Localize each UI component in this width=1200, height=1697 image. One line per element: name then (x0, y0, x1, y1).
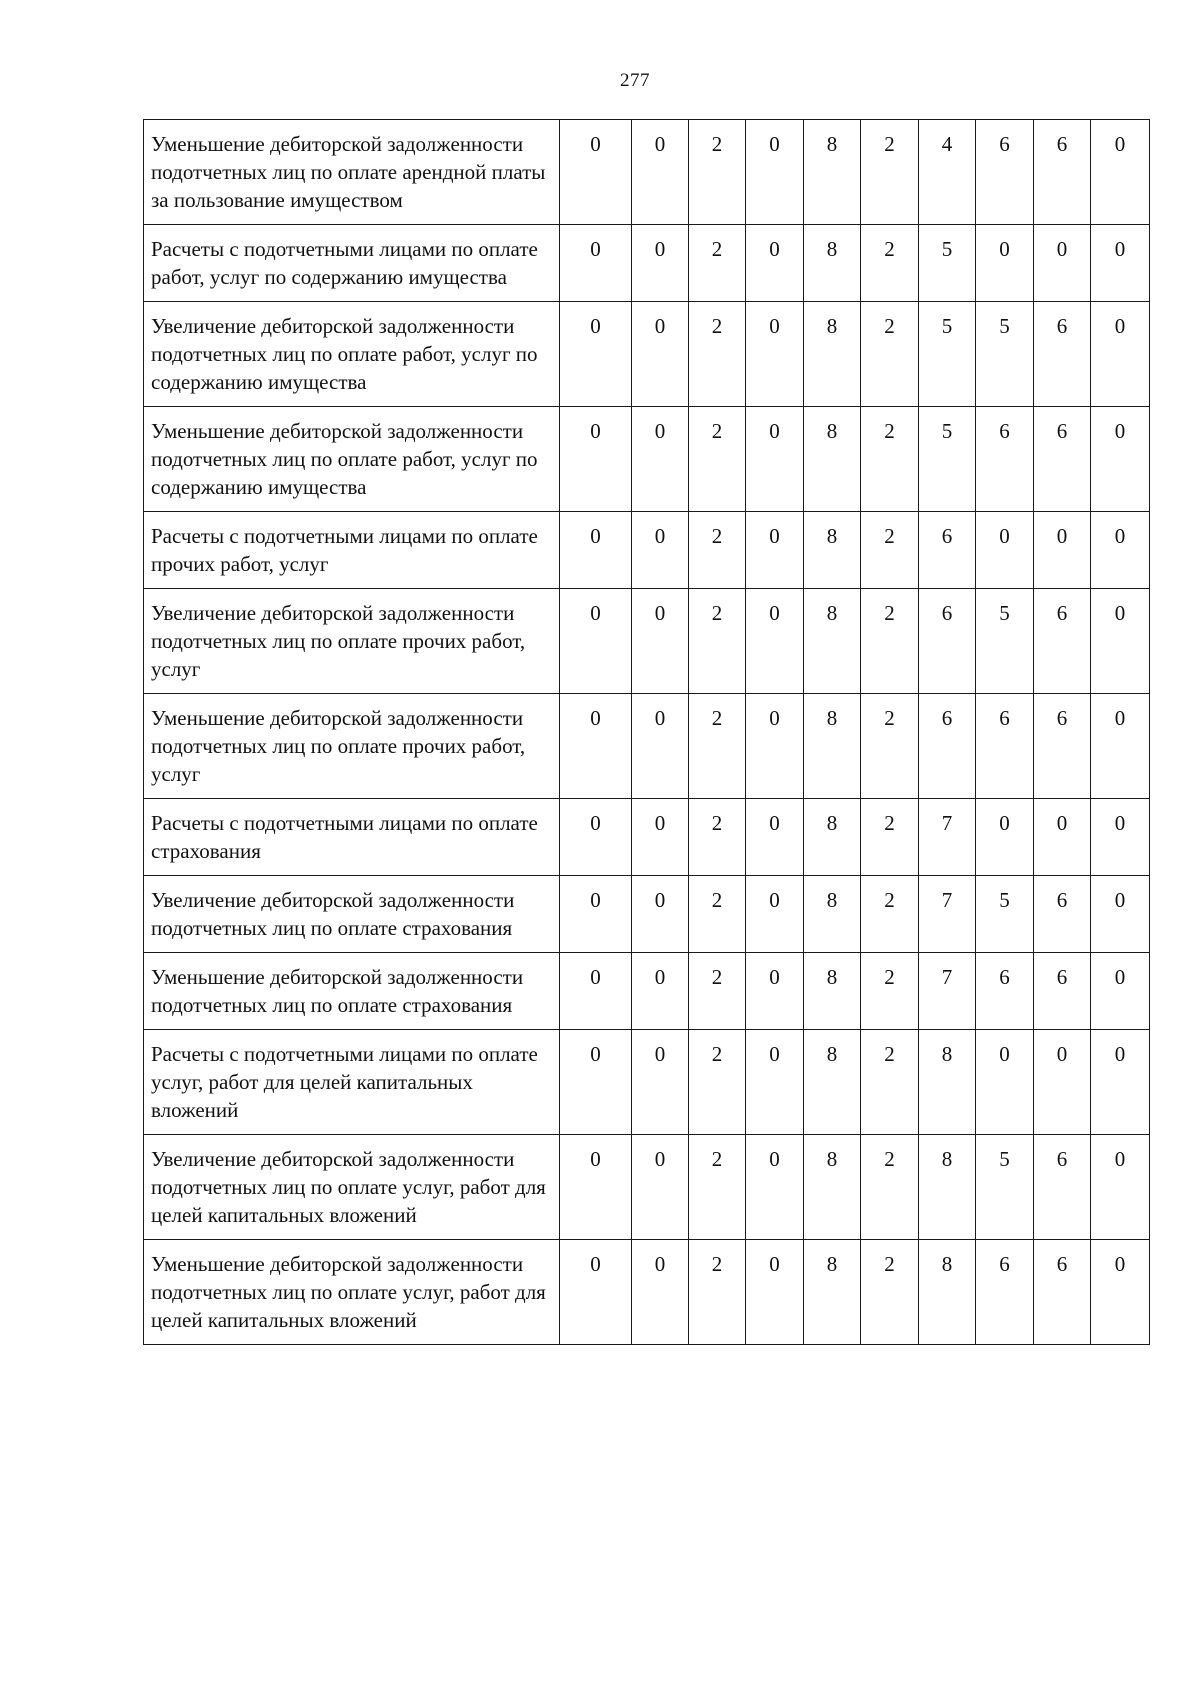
code-digit-6: 2 (861, 1135, 919, 1240)
code-digit-8: 0 (976, 1030, 1034, 1135)
code-digit-9: 6 (1034, 953, 1091, 1030)
code-digit-5: 8 (804, 1240, 861, 1345)
code-digit-4: 0 (746, 407, 804, 512)
code-digit-8: 5 (976, 876, 1034, 953)
code-digit-1: 0 (560, 120, 632, 225)
code-digit-3: 2 (689, 694, 746, 799)
table-row (144, 953, 1150, 1030)
code-digit-5: 8 (804, 953, 861, 1030)
code-digit-1: 0 (560, 694, 632, 799)
code-digit-2: 0 (632, 1135, 689, 1240)
code-digit-3: 2 (689, 799, 746, 876)
row-description: Расчеты с подотчетными лицами по оплате услуг, работ для целей капитальных вложений (144, 1030, 560, 1135)
code-digit-8: 5 (976, 1135, 1034, 1240)
code-digit-5: 8 (804, 512, 861, 589)
code-digit-9: 0 (1034, 799, 1091, 876)
code-digit-3: 2 (689, 512, 746, 589)
table-row (144, 799, 1150, 876)
row-description: Расчеты с подотчетными лицами по оплате работ, услуг по содержанию имущества (144, 225, 560, 302)
code-digit-5: 8 (804, 1135, 861, 1240)
code-digit-7: 7 (919, 953, 976, 1030)
code-digit-9: 6 (1034, 120, 1091, 225)
row-description: Уменьшение дебиторской задолженности подотчетных лиц по оплате работ, услуг по содержанию имущества (144, 407, 560, 512)
code-digit-3: 2 (689, 876, 746, 953)
code-digit-2: 0 (632, 225, 689, 302)
code-digit-8: 5 (976, 589, 1034, 694)
code-digit-5: 8 (804, 225, 861, 302)
code-digit-3: 2 (689, 1030, 746, 1135)
code-digit-8: 0 (976, 512, 1034, 589)
table-row (144, 512, 1150, 589)
code-digit-9: 6 (1034, 876, 1091, 953)
code-digit-3: 2 (689, 407, 746, 512)
code-digit-1: 0 (560, 1030, 632, 1135)
code-digit-9: 6 (1034, 589, 1091, 694)
code-digit-8: 0 (976, 799, 1034, 876)
code-digit-1: 0 (560, 225, 632, 302)
code-digit-10: 0 (1091, 120, 1150, 225)
code-digit-10: 0 (1091, 225, 1150, 302)
code-digit-2: 0 (632, 694, 689, 799)
code-digit-5: 8 (804, 694, 861, 799)
code-digit-3: 2 (689, 1135, 746, 1240)
table-row (144, 694, 1150, 799)
code-digit-10: 0 (1091, 953, 1150, 1030)
code-digit-9: 6 (1034, 1135, 1091, 1240)
code-digit-6: 2 (861, 225, 919, 302)
code-digit-6: 2 (861, 589, 919, 694)
code-digit-1: 0 (560, 1135, 632, 1240)
code-digit-5: 8 (804, 589, 861, 694)
code-digit-9: 0 (1034, 225, 1091, 302)
code-digit-7: 4 (919, 120, 976, 225)
code-digit-7: 6 (919, 694, 976, 799)
code-digit-6: 2 (861, 876, 919, 953)
code-digit-7: 8 (919, 1135, 976, 1240)
row-description: Уменьшение дебиторской задолженности подотчетных лиц по оплате страхования (144, 953, 560, 1030)
code-digit-10: 0 (1091, 512, 1150, 589)
code-digit-1: 0 (560, 512, 632, 589)
code-digit-6: 2 (861, 1240, 919, 1345)
code-digit-8: 6 (976, 120, 1034, 225)
code-digit-1: 0 (560, 302, 632, 407)
code-digit-10: 0 (1091, 589, 1150, 694)
code-digit-5: 8 (804, 120, 861, 225)
code-digit-10: 0 (1091, 876, 1150, 953)
code-digit-2: 0 (632, 876, 689, 953)
table-row (144, 1135, 1150, 1240)
table-row (144, 407, 1150, 512)
row-description: Увеличение дебиторской задолженности подотчетных лиц по оплате работ, услуг по содержанию имущества (144, 302, 560, 407)
code-digit-5: 8 (804, 407, 861, 512)
code-digit-10: 0 (1091, 302, 1150, 407)
code-digit-4: 0 (746, 876, 804, 953)
row-description: Расчеты с подотчетными лицами по оплате прочих работ, услуг (144, 512, 560, 589)
table-row (144, 302, 1150, 407)
code-digit-7: 6 (919, 589, 976, 694)
code-digit-8: 6 (976, 407, 1034, 512)
table-row (144, 589, 1150, 694)
code-digit-2: 0 (632, 1240, 689, 1345)
code-digit-3: 2 (689, 1240, 746, 1345)
code-digit-2: 0 (632, 589, 689, 694)
code-digit-9: 6 (1034, 302, 1091, 407)
code-digit-3: 2 (689, 120, 746, 225)
code-digit-9: 0 (1034, 1030, 1091, 1135)
table-row (144, 876, 1150, 953)
code-digit-8: 6 (976, 1240, 1034, 1345)
code-digit-6: 2 (861, 120, 919, 225)
code-digit-7: 5 (919, 225, 976, 302)
code-digit-4: 0 (746, 225, 804, 302)
code-digit-2: 0 (632, 1030, 689, 1135)
code-digit-10: 0 (1091, 799, 1150, 876)
code-digit-2: 0 (632, 512, 689, 589)
code-digit-1: 0 (560, 407, 632, 512)
code-digit-6: 2 (861, 953, 919, 1030)
code-digit-2: 0 (632, 799, 689, 876)
code-digit-1: 0 (560, 953, 632, 1030)
row-description: Уменьшение дебиторской задолженности подотчетных лиц по оплате прочих работ, услуг (144, 694, 560, 799)
row-description: Расчеты с подотчетными лицами по оплате страхования (144, 799, 560, 876)
code-digit-2: 0 (632, 302, 689, 407)
code-digit-4: 0 (746, 512, 804, 589)
code-digit-6: 2 (861, 799, 919, 876)
code-digit-5: 8 (804, 302, 861, 407)
code-digit-4: 0 (746, 302, 804, 407)
code-digit-4: 0 (746, 1135, 804, 1240)
page-number: 277 (620, 70, 650, 91)
code-digit-9: 0 (1034, 512, 1091, 589)
row-description: Уменьшение дебиторской задолженности подотчетных лиц по оплате арендной платы за пользование имуществом (144, 120, 560, 225)
code-digit-4: 0 (746, 589, 804, 694)
code-digit-6: 2 (861, 512, 919, 589)
code-digit-10: 0 (1091, 1135, 1150, 1240)
code-digit-9: 6 (1034, 407, 1091, 512)
code-digit-1: 0 (560, 589, 632, 694)
table-row (144, 225, 1150, 302)
code-digit-3: 2 (689, 953, 746, 1030)
code-digit-7: 8 (919, 1030, 976, 1135)
code-digit-1: 0 (560, 876, 632, 953)
code-digit-6: 2 (861, 302, 919, 407)
code-digit-8: 0 (976, 225, 1034, 302)
code-digit-2: 0 (632, 120, 689, 225)
code-digit-1: 0 (560, 799, 632, 876)
account-codes-table (143, 119, 1150, 1345)
code-digit-4: 0 (746, 953, 804, 1030)
code-digit-4: 0 (746, 1030, 804, 1135)
code-digit-7: 5 (919, 302, 976, 407)
code-digit-10: 0 (1091, 1030, 1150, 1135)
row-description: Увеличение дебиторской задолженности подотчетных лиц по оплате страхования (144, 876, 560, 953)
row-description: Уменьшение дебиторской задолженности подотчетных лиц по оплате услуг, работ для целей капитальных вложений (144, 1240, 560, 1345)
code-digit-9: 6 (1034, 1240, 1091, 1345)
code-digit-2: 0 (632, 407, 689, 512)
code-digit-8: 5 (976, 302, 1034, 407)
code-digit-4: 0 (746, 694, 804, 799)
code-digit-5: 8 (804, 799, 861, 876)
code-digit-2: 0 (632, 953, 689, 1030)
code-digit-4: 0 (746, 799, 804, 876)
code-digit-3: 2 (689, 225, 746, 302)
code-digit-7: 8 (919, 1240, 976, 1345)
code-digit-5: 8 (804, 1030, 861, 1135)
code-digit-7: 7 (919, 799, 976, 876)
table-row (144, 1030, 1150, 1135)
code-digit-7: 7 (919, 876, 976, 953)
code-digit-6: 2 (861, 1030, 919, 1135)
table-row (144, 120, 1150, 225)
code-digit-3: 2 (689, 302, 746, 407)
code-digit-8: 6 (976, 953, 1034, 1030)
code-digit-4: 0 (746, 1240, 804, 1345)
row-description: Увеличение дебиторской задолженности подотчетных лиц по оплате услуг, работ для целей капитальных вложений (144, 1135, 560, 1240)
code-digit-1: 0 (560, 1240, 632, 1345)
code-digit-10: 0 (1091, 1240, 1150, 1345)
code-digit-7: 5 (919, 407, 976, 512)
code-digit-10: 0 (1091, 694, 1150, 799)
code-digit-8: 6 (976, 694, 1034, 799)
code-digit-4: 0 (746, 120, 804, 225)
row-description: Увеличение дебиторской задолженности подотчетных лиц по оплате прочих работ, услуг (144, 589, 560, 694)
table-body (144, 120, 1150, 1345)
code-digit-9: 6 (1034, 694, 1091, 799)
code-digit-5: 8 (804, 876, 861, 953)
code-digit-7: 6 (919, 512, 976, 589)
code-digit-3: 2 (689, 589, 746, 694)
code-digit-6: 2 (861, 694, 919, 799)
table-row (144, 1240, 1150, 1345)
code-digit-10: 0 (1091, 407, 1150, 512)
code-digit-6: 2 (861, 407, 919, 512)
